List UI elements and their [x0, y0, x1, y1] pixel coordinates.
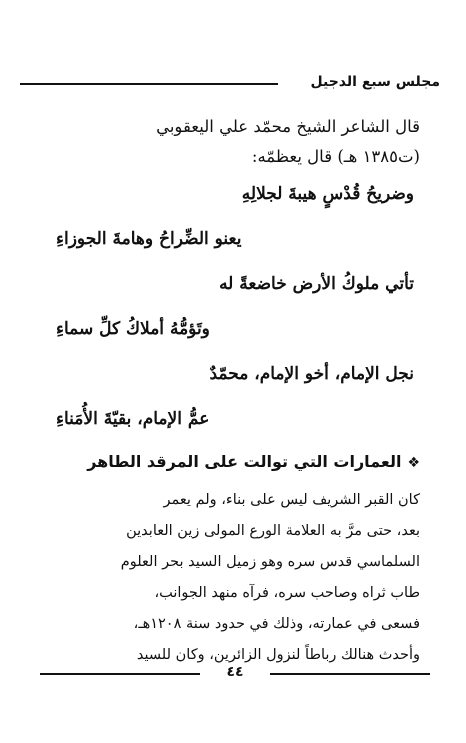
verse-5: نجل الإمام، أخو الإمام، محمّدٌ [209, 364, 414, 384]
verse-1: وضريحُ قُدْسٍ هيبةَ لجلالِهِ [241, 184, 414, 204]
header-rule [20, 83, 278, 85]
section-heading [50, 444, 420, 481]
header-title: مجلس سبع الدجيل [310, 74, 440, 90]
paragraph-line-4: طاب ثراه وصاحب سره، فرآه منهد الجوانب، [154, 585, 420, 601]
intro-line-2: (ت١٣٨٥ هـ) قال يعظمّه: [251, 147, 420, 166]
paragraph-line-5: فسعى في عمارته، وذلك في حدود سنة ١٢٠٨هـ، [133, 616, 420, 632]
section-heading-text: العمارات التي توالت على المرقد الطاهر [87, 452, 402, 471]
diamond-bullet-icon: ❖ [407, 455, 420, 471]
verse-2: يعنو الضِّراحُ وهامةَ الجوزاءِ [56, 229, 242, 249]
footer-rule-right [270, 673, 430, 675]
paragraph-line-2: بعد، حتى مرَّ به العلامة الورع المولى زين العابدين [126, 523, 420, 539]
paragraph-line-6: وأحدث هنالك رباطاً لنزول الزائرين، وكان للسيد [136, 647, 420, 663]
intro-line-1: قال الشاعر الشيخ محمّد علي اليعقوبي [156, 117, 420, 136]
page-body [50, 112, 420, 671]
running-header [20, 70, 440, 100]
verse-6: عمُّ الإمام، بقيّةَ الأُمَناءِ [56, 409, 210, 429]
page-footer [40, 664, 430, 688]
page-number: ٤٤ [226, 664, 244, 680]
verse-4: وتَؤمُّهُ أملاكُ كلِّ سماءِ [56, 319, 210, 339]
body-paragraph [50, 485, 420, 671]
verse-3: تأتي ملوكُ الأرض خاضعةً له [219, 274, 414, 294]
paragraph-line-3: السلماسي قدس سره وهو زميل السيد بحر العلوم [120, 554, 420, 570]
paragraph-line-1: كان القبر الشريف ليس على بناء، ولم يعمر [163, 492, 420, 508]
